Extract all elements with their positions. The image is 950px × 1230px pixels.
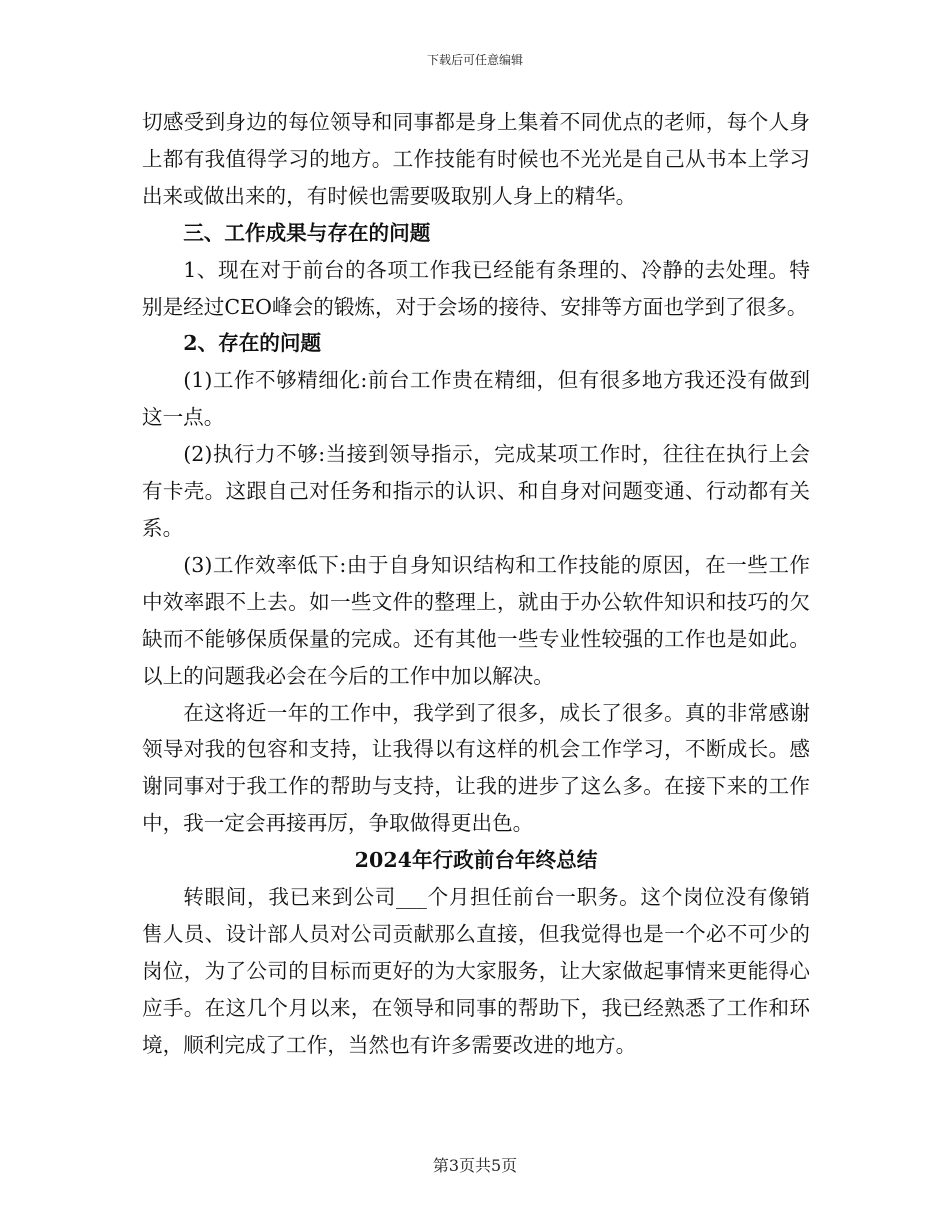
document-body (142, 104, 810, 1064)
paragraph-problem-1: (1)工作不够精细化:前台工作贵在精细，但有很多地方我还没有做到这一点。 (142, 368, 810, 430)
paragraph-problem-2: (2)执行力不够:当接到领导指示，完成某项工作时，往往在执行上会有卡壳。这跟自己对任务和指示的认识、和自身对问题变通、行动都有关系。 (142, 442, 810, 540)
document-title: 2024年行政前台年终总结 (354, 848, 598, 873)
paragraph-closing: 在这将近一年的工作中，我学到了很多，成长了很多。真的非常感谢领导对我的包容和支持，让我得以有这样的机会工作学习，不断成长。感谢同事对于我工作的帮助与支持，让我的进步了这么多。在接下来的工作中，我一定会再接再厉，争取做得更出色。 (142, 700, 810, 836)
section-heading-results-and-problems: 三、工作成果与存在的问题 (183, 220, 431, 245)
paragraph-problem-3: (3)工作效率低下:由于自身知识结构和工作技能的原因，在一些工作中效率跟不上去。如一些文件的整理上，就由于办公软件知识和技巧的欠缺而不能够保质保量的完成。还有其他一些专业性较强的工作也是如此。以上的问题我必会在今后的工作中加以解决。 (142, 552, 810, 688)
paragraph-continuation: 切感受到身边的每位领导和同事都是身上集着不同优点的老师，每个人身上都有我值得学习的地方。工作技能有时候也不光光是自己从书本上学习出来或做出来的，有时候也需要吸取别人身上的精华。 (142, 110, 810, 208)
paragraph-item-1: 1、现在对于前台的各项工作我已经能有条理的、冷静的去处理。特别是经过CEO峰会的锻炼，对于会场的接待、安排等方面也学到了很多。 (142, 257, 810, 319)
page-header-note: 下载后可任意编辑 (426, 53, 523, 67)
subheading-existing-problems: 2、存在的问题 (183, 331, 322, 356)
page-number: 第3页共5页 (432, 1156, 518, 1175)
paragraph-intro: 转眼间，我已来到公司___个月担任前台一职务。这个岗位没有像销售人员、设计部人员对公司贡献那么直接，但我觉得也是一个必不可少的岗位，为了公司的目标而更好的为大家服务，让大家做起事情来更能得心应手。在这几个月以来，在领导和同事的帮助下，我已经熟悉了工作和环境，顺利完成了工作，当然也有许多需要改进的地方。 (142, 885, 810, 1057)
